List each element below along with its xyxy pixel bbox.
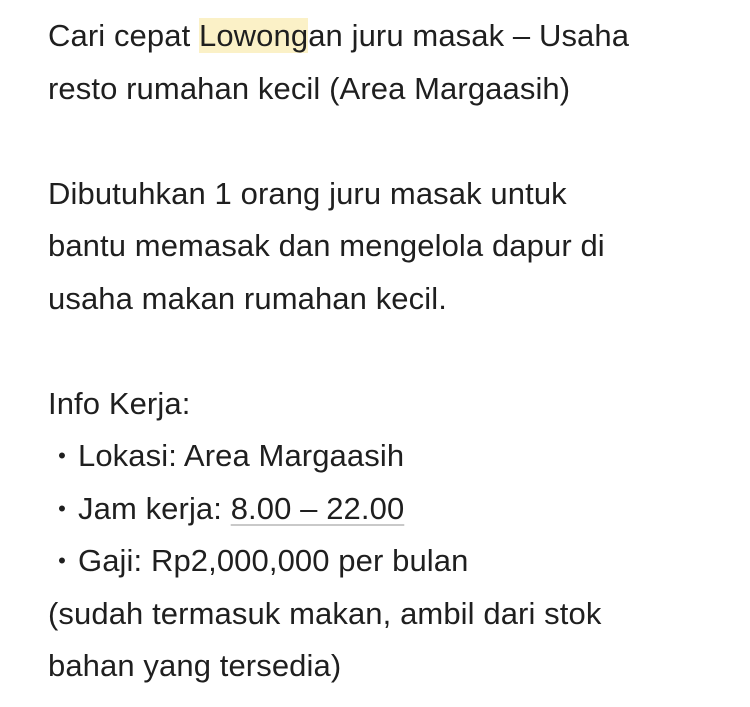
bullet-icon: • bbox=[58, 443, 66, 468]
hours-value-link[interactable]: 8.00 – 22.00 bbox=[230, 490, 405, 526]
title-line-2: resto rumahan kecil (Area Margaasih) bbox=[48, 70, 571, 106]
blank-line bbox=[48, 115, 720, 168]
title-prefix: Cari cepat bbox=[48, 18, 199, 53]
bullet-icon: • bbox=[58, 548, 66, 573]
title-line-1 bbox=[48, 10, 720, 63]
title-suffix: an juru masak – Usaha bbox=[308, 18, 630, 53]
blank-line bbox=[48, 325, 720, 378]
intro-line-3: usaha makan rumahan kecil. bbox=[48, 280, 447, 316]
intro-line-2: bantu memasak dan mengelola dapur di bbox=[48, 228, 605, 263]
bullet-icon: • bbox=[58, 495, 66, 521]
salary-note-line-2: bahan yang tersedia) bbox=[48, 648, 342, 683]
hours-label: Jam kerja: bbox=[78, 490, 231, 526]
salary-text: Gaji: Rp2,000,000 per bulan bbox=[78, 543, 469, 578]
list-item-salary bbox=[48, 535, 720, 588]
intro-line-1: Dibutuhkan 1 orang juru masak untuk bbox=[48, 175, 567, 211]
list-item-hours bbox=[48, 483, 720, 536]
info-heading: Info Kerja: bbox=[48, 385, 191, 421]
salary-note-line-1: (sudah termasuk makan, ambil dari stok bbox=[48, 595, 602, 631]
list-item-location bbox=[48, 430, 720, 483]
search-highlight: Lowong bbox=[199, 18, 309, 53]
location-text: Lokasi: Area Margaasih bbox=[78, 438, 405, 473]
